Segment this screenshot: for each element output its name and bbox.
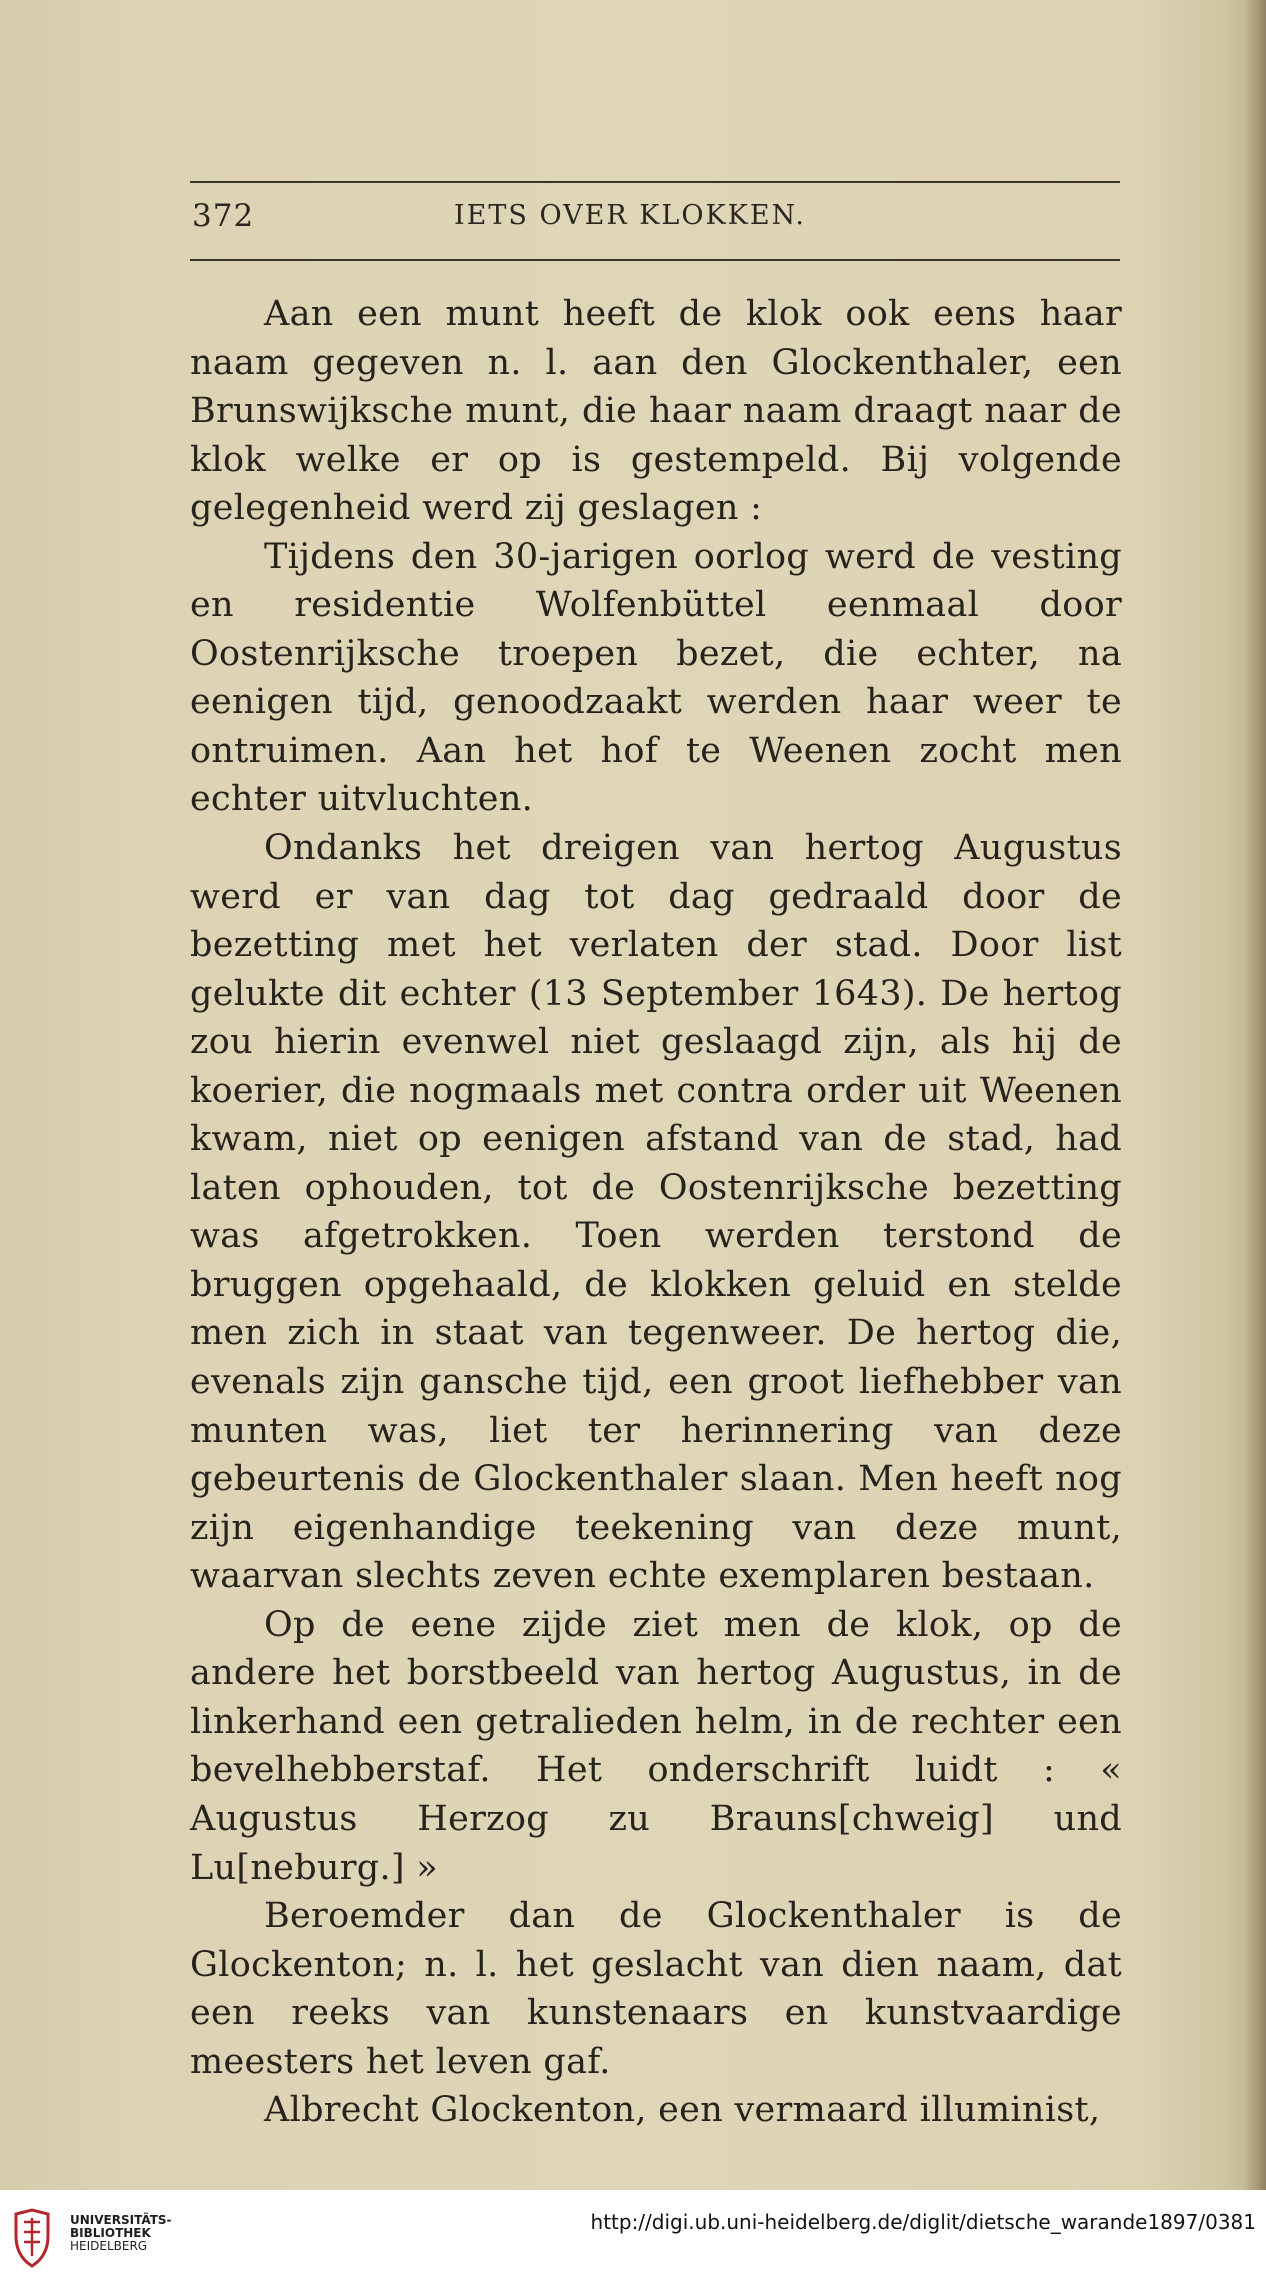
header-rule-top [190, 181, 1120, 183]
running-head [192, 198, 1122, 246]
source-url-link[interactable]: http://digi.ub.uni-heidelberg.de/diglit/dietsche_warande1897/0381 [590, 2210, 1256, 2234]
library-name-line: HEIDELBERG [70, 2239, 148, 2253]
running-head-title: IETS OVER KLOKKEN. [454, 200, 807, 231]
paragraph: Tijdens den 30-jarigen oorlog werd de vesting en residentie Wolfenbüttel eenmaal door Oostenrijksche troepen bezet, die echter, na eenigen tijd, genoodzaakt werden haar weer te ontruimen. Aan het hof te Weenen zocht men echter uitvluchten. [190, 536, 1122, 820]
footer-bar [0, 2190, 1266, 2283]
library-logo-icon [12, 2208, 52, 2270]
header-rule-bottom [190, 259, 1120, 261]
library-name [70, 2214, 172, 2253]
paragraph: Albrecht Glockenton, een vermaard illuminist, [264, 2090, 1101, 2131]
library-name-line: UNIVERSITÄTS- [70, 2213, 172, 2227]
paragraph: Op de eene zijde ziet men de klok, op de andere het borstbeeld van hertog Augustus, in de linkerhand een getralieden helm, in de rechter een bevelhebberstaf. Het onderschrift luidt : « Augustus Herzog zu Brauns[chweig] und Lu[neburg.] » [190, 1604, 1122, 1888]
paragraph: Aan een munt heeft de klok ook eens haar naam gegeven n. l. aan den Glockenthaler, een Brunswijksche munt, die haar naam draagt naar de klok welke er op is gestempeld. Bij volgende gelegenheid werd zij geslagen : [190, 294, 1122, 529]
page-edge-shadow [1244, 0, 1266, 2190]
paragraph: Ondanks het dreigen van hertog Augustus werd er van dag tot dag gedraald door de bezetting met het verlaten der stad. Door list gelukte dit echter (13 September 1643). De hertog zou hierin evenwel niet geslaagd zijn, als hij de koerier, die nogmaals met contra order uit Weenen kwam, niet op eenigen afstand van de stad, had laten ophouden, tot de Oostenrijksche bezetting was afgetrokken. Toen werden terstond de bruggen opgehaald, de klokken geluid en stelde men zich in staat van tegenweer. De hertog die, evenals zijn gansche tijd, een groot liefhebber van munten was, liet ter herinnering van deze gebeurtenis de Glockenthaler slaan. Men heeft nog zijn eigenhandige teekening van deze munt, waarvan slechts zeven echte exemplaren bestaan. [190, 828, 1122, 1597]
library-name-line: BIBLIOTHEK [70, 2226, 151, 2240]
page-number: 372 [192, 198, 255, 234]
paragraph: Beroemder dan de Glockenthaler is de Glockenton; n. l. het geslacht van dien naam, dat een reeks van kunstenaars en kunstvaardige meesters het leven gaf. [190, 1896, 1122, 2082]
body-text [190, 290, 1122, 2135]
